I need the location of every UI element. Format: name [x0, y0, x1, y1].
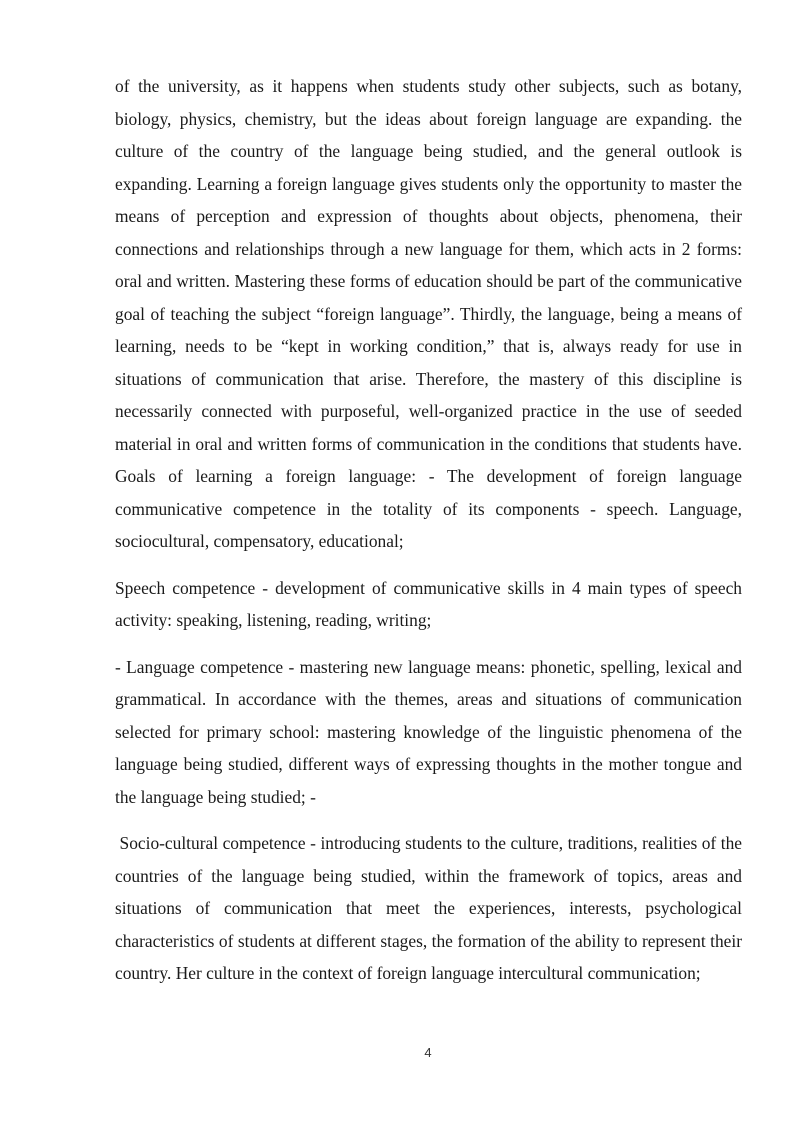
paragraph-goals-of-learning: of the university, as it happens when students study other subjects, such as botany, biology, physics, chemistry, but the ideas about foreign language are expanding. the culture of the country of the language being studied, and the general outlook is expanding. Learning a foreign language gives students only the opportunity to master the means of perception and expression of thoughts about objects, phenomena, their connections and relationships through a new language for them, which acts in 2 forms: oral and written. Mastering these forms of education should be part of the communicative goal of teaching the subject “foreign language”. Thirdly, the language, being a means of learning, needs to be “kept in working condition,” that is, always ready for use in situations of communication that arise. Therefore, the mastery of this discipline is necessarily connected with purposeful, well-organized practice in the use of seeded material in oral and written forms of communication in the conditions that students have. Goals of learning a foreign language: - The development of foreign language communicative competence in the totality of its components - speech. Language, sociocultural, compensatory, educational;	[115, 76, 742, 551]
paragraph-socio-cultural-competence: Socio-cultural competence - introducing students to the culture, traditions, realities of the countries of the language being studied, within the framework of topics, areas and situations of communication that meet the experiences, interests, psychological characteristics of students at different stages, the formation of the ability to represent their country. Her culture in the context of foreign language intercultural communication;	[115, 833, 747, 983]
document-page	[115, 70, 747, 990]
paragraph-language-competence: - Language competence - mastering new language means: phonetic, spelling, lexical and grammatical. In accordance with the themes, areas and situations of communication selected for primary school: mastering knowledge of the linguistic phenomena of the language being studied, different ways of expressing thoughts in the mother tongue and the language being studied; -	[115, 656, 742, 807]
page-number: 4	[424, 1045, 432, 1060]
paragraph-speech-competence: Speech competence - development of communicative skills in 4 main types of speech activity: speaking, listening, reading, writing;	[115, 577, 742, 630]
